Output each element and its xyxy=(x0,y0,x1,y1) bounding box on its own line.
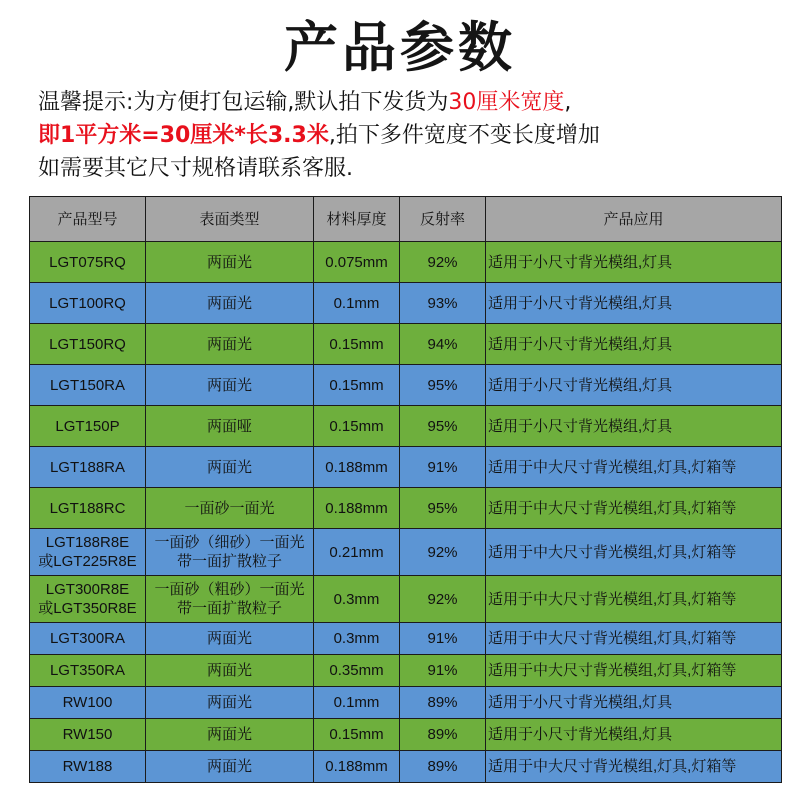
cell-reflectivity: 92% xyxy=(400,576,486,623)
cell-reflectivity: 89% xyxy=(400,687,486,719)
header-thickness: 材料厚度 xyxy=(314,197,400,242)
notice-highlight-width: 30厘米宽度 xyxy=(448,90,565,115)
notice-highlight-area: 即1平方米=30厘米*长3.3米 xyxy=(38,123,329,148)
cell-application: 适用于小尺寸背光模组,灯具 xyxy=(486,365,782,406)
cell-model-line-1: LGT188R8E xyxy=(45,534,130,551)
cell-surface: 两面光 xyxy=(146,623,314,655)
cell-thickness: 0.15mm xyxy=(314,365,400,406)
cell-model: LGT150P xyxy=(30,406,146,447)
cell-surface: 一面砂一面光 xyxy=(146,488,314,529)
cell-reflectivity: 92% xyxy=(400,529,486,576)
cell-surface xyxy=(146,576,314,623)
cell-application: 适用于中大尺寸背光模组,灯具,灯箱等 xyxy=(486,623,782,655)
notice-line-1 xyxy=(38,86,778,119)
cell-model: LGT100RQ xyxy=(30,283,146,324)
table-row xyxy=(30,751,782,783)
cell-model: LGT188RA xyxy=(30,447,146,488)
cell-surface: 两面光 xyxy=(146,242,314,283)
cell-application: 适用于中大尺寸背光模组,灯具,灯箱等 xyxy=(486,447,782,488)
cell-surface: 两面光 xyxy=(146,447,314,488)
cell-reflectivity: 91% xyxy=(400,655,486,687)
cell-model xyxy=(30,529,146,576)
notice-line-1-comma: , xyxy=(564,90,572,115)
cell-model: RW100 xyxy=(30,687,146,719)
cell-application: 适用于中大尺寸背光模组,灯具,灯箱等 xyxy=(486,751,782,783)
table-row xyxy=(30,719,782,751)
cell-application: 适用于小尺寸背光模组,灯具 xyxy=(486,406,782,447)
cell-reflectivity: 95% xyxy=(400,488,486,529)
cell-model: LGT300RA xyxy=(30,623,146,655)
cell-surface-line-2: 带一面扩散粒子 xyxy=(176,553,282,570)
table-row xyxy=(30,242,782,283)
cell-application: 适用于中大尺寸背光模组,灯具,灯箱等 xyxy=(486,576,782,623)
table-row xyxy=(30,365,782,406)
cell-thickness: 0.15mm xyxy=(314,406,400,447)
cell-model: LGT188RC xyxy=(30,488,146,529)
cell-model: LGT350RA xyxy=(30,655,146,687)
cell-model: RW188 xyxy=(30,751,146,783)
cell-application: 适用于中大尺寸背光模组,灯具,灯箱等 xyxy=(486,655,782,687)
cell-reflectivity: 95% xyxy=(400,406,486,447)
cell-model: LGT150RQ xyxy=(30,324,146,365)
cell-reflectivity: 91% xyxy=(400,623,486,655)
cell-surface: 两面光 xyxy=(146,751,314,783)
cell-reflectivity: 95% xyxy=(400,365,486,406)
table-row xyxy=(30,529,782,576)
header-application: 产品应用 xyxy=(486,197,782,242)
cell-thickness: 0.188mm xyxy=(314,488,400,529)
table-header-row xyxy=(30,197,782,242)
cell-model-line-1: LGT300R8E xyxy=(45,581,130,598)
cell-surface: 两面哑 xyxy=(146,406,314,447)
cell-reflectivity: 94% xyxy=(400,324,486,365)
notice-line-2-text: ,拍下多件宽度不变长度增加 xyxy=(328,123,600,148)
cell-thickness: 0.15mm xyxy=(314,719,400,751)
header-model: 产品型号 xyxy=(30,197,146,242)
cell-thickness: 0.075mm xyxy=(314,242,400,283)
cell-thickness: 0.188mm xyxy=(314,447,400,488)
cell-thickness: 0.21mm xyxy=(314,529,400,576)
cell-model: LGT150RA xyxy=(30,365,146,406)
cell-thickness: 0.3mm xyxy=(314,576,400,623)
cell-thickness: 0.15mm xyxy=(314,324,400,365)
cell-reflectivity: 89% xyxy=(400,751,486,783)
cell-surface: 两面光 xyxy=(146,365,314,406)
cell-thickness: 0.1mm xyxy=(314,283,400,324)
cell-model xyxy=(30,576,146,623)
cell-application: 适用于小尺寸背光模组,灯具 xyxy=(486,719,782,751)
cell-reflectivity: 91% xyxy=(400,447,486,488)
cell-surface: 两面光 xyxy=(146,324,314,365)
cell-model-line-2: 或LGT350R8E xyxy=(38,600,137,617)
table-row xyxy=(30,447,782,488)
cell-model: LGT075RQ xyxy=(30,242,146,283)
table-row xyxy=(30,283,782,324)
header-surface: 表面类型 xyxy=(146,197,314,242)
product-params-table xyxy=(29,196,782,783)
table-row xyxy=(30,406,782,447)
cell-surface: 两面光 xyxy=(146,687,314,719)
table-row xyxy=(30,623,782,655)
cell-surface xyxy=(146,529,314,576)
cell-application: 适用于小尺寸背光模组,灯具 xyxy=(486,283,782,324)
cell-application: 适用于小尺寸背光模组,灯具 xyxy=(486,324,782,365)
table-row xyxy=(30,655,782,687)
table-row xyxy=(30,687,782,719)
cell-application: 适用于小尺寸背光模组,灯具 xyxy=(486,242,782,283)
cell-surface-line-1: 一面砂（粗砂）一面光 xyxy=(154,581,305,598)
notice-line-2 xyxy=(38,119,778,152)
notice-line-1-text: 温馨提示:为方便打包运输,默认拍下发货为 xyxy=(38,90,449,115)
cell-application: 适用于小尺寸背光模组,灯具 xyxy=(486,687,782,719)
cell-surface: 两面光 xyxy=(146,655,314,687)
cell-application: 适用于中大尺寸背光模组,灯具,灯箱等 xyxy=(486,488,782,529)
table-row xyxy=(30,488,782,529)
cell-application: 适用于中大尺寸背光模组,灯具,灯箱等 xyxy=(486,529,782,576)
cell-reflectivity: 89% xyxy=(400,719,486,751)
notice-line-3: 如需要其它尺寸规格请联系客服. xyxy=(38,156,353,181)
notice-text xyxy=(38,86,778,185)
cell-reflectivity: 92% xyxy=(400,242,486,283)
cell-model-line-2: 或LGT225R8E xyxy=(38,553,137,570)
cell-thickness: 0.1mm xyxy=(314,687,400,719)
cell-thickness: 0.35mm xyxy=(314,655,400,687)
table-row xyxy=(30,324,782,365)
cell-thickness: 0.188mm xyxy=(314,751,400,783)
cell-surface: 两面光 xyxy=(146,283,314,324)
header-reflectivity: 反射率 xyxy=(400,197,486,242)
cell-surface-line-1: 一面砂（细砂）一面光 xyxy=(154,534,305,551)
cell-reflectivity: 93% xyxy=(400,283,486,324)
cell-surface: 两面光 xyxy=(146,719,314,751)
table-row xyxy=(30,576,782,623)
page-title: 产品参数 xyxy=(284,16,516,79)
cell-thickness: 0.3mm xyxy=(314,623,400,655)
cell-surface-line-2: 带一面扩散粒子 xyxy=(176,600,282,617)
cell-model: RW150 xyxy=(30,719,146,751)
